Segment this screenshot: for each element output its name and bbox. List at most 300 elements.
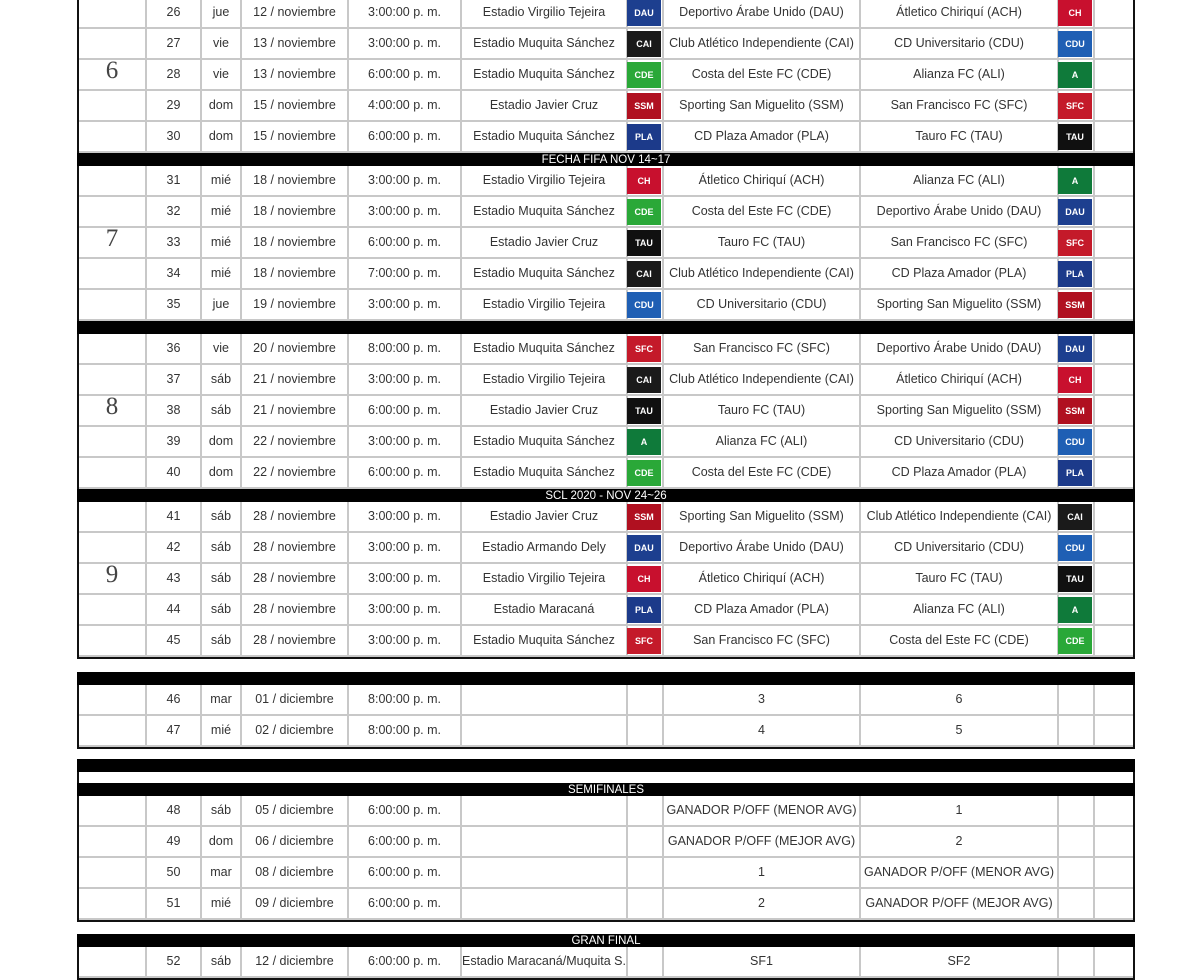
cell-date: 28 / noviembre (240, 502, 347, 531)
cell-day: mié (200, 259, 240, 288)
cell-n: 39 (145, 427, 200, 456)
match-row[interactable] (79, 533, 1133, 564)
cell-venue (460, 716, 626, 745)
cell-home: San Francisco FC (SFC) (662, 334, 859, 363)
cell-venue: Estadio Muquita Sánchez (460, 197, 626, 226)
match-row[interactable] (79, 858, 1133, 889)
cell-venue: Estadio Virgilio Tejeira (460, 166, 626, 195)
section-divider-bar: SCL 2020 - NOV 24~26 (77, 489, 1135, 502)
cell-day: jue (200, 0, 240, 27)
cell-venue: Estadio Muquita Sánchez (460, 427, 626, 456)
team-crest-icon: A (627, 429, 661, 455)
cell-venue: Estadio Virgilio Tejeira (460, 290, 626, 319)
logo-col-away (1057, 858, 1093, 887)
match-row[interactable] (79, 290, 1133, 321)
cell-away: 5 (859, 716, 1057, 745)
cell-n: 43 (145, 564, 200, 593)
cell-n: 34 (145, 259, 200, 288)
cell-away: CD Plaza Amador (PLA) (859, 458, 1057, 487)
cell-day: mié (200, 166, 240, 195)
team-crest-icon: SFC (1058, 230, 1092, 256)
cell-time: 6:00:00 p. m. (347, 122, 460, 151)
cell-n: 51 (145, 889, 200, 918)
cell-n: 35 (145, 290, 200, 319)
cell-home: Tauro FC (TAU) (662, 228, 859, 257)
playoff-header-bar (77, 672, 1135, 685)
cell-home: GANADOR P/OFF (MEJOR AVG) (662, 827, 859, 856)
cell-home: Deportivo Árabe Unido (DAU) (662, 0, 859, 27)
team-crest-icon: CDU (1058, 535, 1092, 561)
team-crest-icon: SFC (627, 628, 661, 654)
cell-time: 4:00:00 p. m. (347, 91, 460, 120)
jornada-number: 8 (105, 393, 119, 420)
match-row[interactable] (79, 685, 1133, 716)
cell-away: Tauro FC (TAU) (859, 122, 1057, 151)
cell-n: 46 (145, 685, 200, 714)
cell-day: sáb (200, 365, 240, 394)
cell-n: 37 (145, 365, 200, 394)
cell-n: 44 (145, 595, 200, 624)
team-crest-icon: SSM (627, 504, 661, 530)
logo-col-home (626, 947, 662, 976)
team-crest-icon: SSM (1058, 292, 1092, 318)
cell-home: 4 (662, 716, 859, 745)
cell-away: Tauro FC (TAU) (859, 564, 1057, 593)
spare-col (1093, 595, 1133, 624)
cell-day: jue (200, 290, 240, 319)
cell-n: 28 (145, 60, 200, 89)
match-row[interactable] (79, 396, 1133, 427)
cell-away: 2 (859, 827, 1057, 856)
match-row[interactable] (79, 626, 1133, 657)
cell-time: 3:00:00 p. m. (347, 502, 460, 531)
match-row[interactable] (79, 716, 1133, 747)
cell-day: sáb (200, 626, 240, 655)
team-crest-icon: TAU (1058, 566, 1092, 592)
logo-col-away (1057, 685, 1093, 714)
cell-venue: Estadio Javier Cruz (460, 228, 626, 257)
section-divider-bar (77, 321, 1135, 334)
match-row[interactable] (79, 197, 1133, 228)
cell-date: 05 / diciembre (240, 796, 347, 825)
team-crest-icon: DAU (1058, 199, 1092, 225)
team-crest-icon: CH (627, 566, 661, 592)
spare-col (1093, 533, 1133, 562)
cell-away: 1 (859, 796, 1057, 825)
team-crest-icon: TAU (627, 230, 661, 256)
team-crest-icon: SSM (1058, 398, 1092, 424)
cell-time: 3:00:00 p. m. (347, 626, 460, 655)
cell-day: sáb (200, 796, 240, 825)
cell-day: sáb (200, 564, 240, 593)
cell-venue: Estadio Muquita Sánchez (460, 626, 626, 655)
cell-n: 26 (145, 0, 200, 27)
spare-col (1093, 0, 1133, 27)
cell-away: Deportivo Árabe Unido (DAU) (859, 197, 1057, 226)
spare-col (1093, 197, 1133, 226)
cell-time: 3:00:00 p. m. (347, 427, 460, 456)
logo-col-home (626, 858, 662, 887)
spacer (77, 772, 1135, 783)
spare-col (1093, 122, 1133, 151)
cell-time: 6:00:00 p. m. (347, 458, 460, 487)
cell-date: 18 / noviembre (240, 166, 347, 195)
match-row[interactable] (79, 564, 1133, 595)
cell-venue: Estadio Muquita Sánchez (460, 60, 626, 89)
cell-venue (460, 685, 626, 714)
cell-day: sáb (200, 396, 240, 425)
cell-day: vie (200, 334, 240, 363)
spare-col (1093, 858, 1133, 887)
spare-col (1093, 334, 1133, 363)
spacer (77, 749, 1135, 759)
cell-home: CD Plaza Amador (PLA) (662, 122, 859, 151)
match-row[interactable] (79, 427, 1133, 458)
team-crest-icon: CDU (627, 292, 661, 318)
cell-day: vie (200, 29, 240, 58)
cell-away: Deportivo Árabe Unido (DAU) (859, 334, 1057, 363)
cell-n: 42 (145, 533, 200, 562)
cell-away: CD Universitario (CDU) (859, 29, 1057, 58)
cell-date: 09 / diciembre (240, 889, 347, 918)
cell-time: 3:00:00 p. m. (347, 533, 460, 562)
jornada-group (77, 166, 1135, 321)
cell-n: 48 (145, 796, 200, 825)
cell-time: 3:00:00 p. m. (347, 0, 460, 27)
cell-time: 3:00:00 p. m. (347, 365, 460, 394)
cell-date: 18 / noviembre (240, 259, 347, 288)
logo-col-away (1057, 716, 1093, 745)
blank-bar (77, 759, 1135, 772)
cell-home: Átletico Chiriquí (ACH) (662, 166, 859, 195)
cell-day: sáb (200, 502, 240, 531)
spare-col (1093, 626, 1133, 655)
cell-day: mié (200, 228, 240, 257)
cell-time: 8:00:00 p. m. (347, 716, 460, 745)
logo-col-home (626, 827, 662, 856)
cell-venue (460, 889, 626, 918)
cell-away: CD Universitario (CDU) (859, 533, 1057, 562)
schedule-sheet (77, 0, 1135, 980)
logo-col-home (626, 889, 662, 918)
cell-home: SF1 (662, 947, 859, 976)
cell-day: mar (200, 685, 240, 714)
logo-col-away (1057, 947, 1093, 976)
cell-date: 01 / diciembre (240, 685, 347, 714)
cell-date: 19 / noviembre (240, 290, 347, 319)
cell-day: mié (200, 889, 240, 918)
spacer (77, 659, 1135, 672)
cell-venue: Estadio Armando Dely (460, 533, 626, 562)
cell-away: Club Atlético Independiente (CAI) (859, 502, 1057, 531)
playoff-group (77, 685, 1135, 747)
spare-col (1093, 827, 1133, 856)
spare-col (1093, 228, 1133, 257)
team-crest-icon: A (1058, 62, 1092, 88)
cell-home: Costa del Este FC (CDE) (662, 458, 859, 487)
jornada-group (77, 334, 1135, 489)
match-row[interactable] (79, 228, 1133, 259)
cell-away: 6 (859, 685, 1057, 714)
cell-home: Sporting San Miguelito (SSM) (662, 91, 859, 120)
cell-venue: Estadio Virgilio Tejeira (460, 564, 626, 593)
cell-home: 2 (662, 889, 859, 918)
cell-n: 33 (145, 228, 200, 257)
section-divider-bar: FECHA FIFA NOV 14~17 (77, 153, 1135, 166)
cell-date: 21 / noviembre (240, 365, 347, 394)
cell-away: Átletico Chiriquí (ACH) (859, 0, 1057, 27)
cell-home: Club Atlético Independiente (CAI) (662, 29, 859, 58)
spare-col (1093, 396, 1133, 425)
cell-venue: Estadio Javier Cruz (460, 502, 626, 531)
cell-date: 06 / diciembre (240, 827, 347, 856)
cell-date: 28 / noviembre (240, 626, 347, 655)
final-group (77, 947, 1135, 978)
cell-venue (460, 858, 626, 887)
cell-day: dom (200, 122, 240, 151)
spare-col (1093, 796, 1133, 825)
cell-time: 6:00:00 p. m. (347, 889, 460, 918)
match-row[interactable] (79, 0, 1133, 29)
team-crest-icon: A (1058, 168, 1092, 194)
match-row[interactable] (79, 947, 1133, 978)
cell-home: Alianza FC (ALI) (662, 427, 859, 456)
spare-col (1093, 290, 1133, 319)
team-crest-icon: CAI (1058, 504, 1092, 530)
cell-venue: Estadio Muquita Sánchez (460, 122, 626, 151)
cell-day: dom (200, 827, 240, 856)
match-row[interactable] (79, 334, 1133, 365)
match-row[interactable] (79, 365, 1133, 396)
cell-away: Alianza FC (ALI) (859, 595, 1057, 624)
match-row[interactable] (79, 60, 1133, 91)
cell-venue: Estadio Maracaná (460, 595, 626, 624)
cell-day: mar (200, 858, 240, 887)
cell-time: 8:00:00 p. m. (347, 685, 460, 714)
spare-col (1093, 259, 1133, 288)
cell-away: Átletico Chiriquí (ACH) (859, 365, 1057, 394)
team-crest-icon: CDE (627, 62, 661, 88)
match-row[interactable] (79, 458, 1133, 489)
cell-away: San Francisco FC (SFC) (859, 91, 1057, 120)
cell-time: 3:00:00 p. m. (347, 290, 460, 319)
team-crest-icon: CDU (1058, 31, 1092, 57)
team-crest-icon: CDU (1058, 429, 1092, 455)
match-row[interactable] (79, 122, 1133, 153)
cell-home: San Francisco FC (SFC) (662, 626, 859, 655)
cell-away: CD Universitario (CDU) (859, 427, 1057, 456)
team-crest-icon: PLA (1058, 261, 1092, 287)
team-crest-icon: CH (627, 168, 661, 194)
cell-date: 12 / noviembre (240, 0, 347, 27)
cell-venue: Estadio Muquita Sánchez (460, 29, 626, 58)
cell-n: 50 (145, 858, 200, 887)
match-row[interactable] (79, 166, 1133, 197)
cell-n: 40 (145, 458, 200, 487)
cell-time: 3:00:00 p. m. (347, 197, 460, 226)
cell-away: San Francisco FC (SFC) (859, 228, 1057, 257)
team-crest-icon: CH (1058, 367, 1092, 393)
cell-away: Sporting San Miguelito (SSM) (859, 396, 1057, 425)
cell-time: 7:00:00 p. m. (347, 259, 460, 288)
spare-col (1093, 458, 1133, 487)
spare-col (1093, 685, 1133, 714)
cell-venue: Estadio Javier Cruz (460, 91, 626, 120)
cell-time: 6:00:00 p. m. (347, 796, 460, 825)
match-row[interactable] (79, 259, 1133, 290)
team-crest-icon: PLA (627, 124, 661, 150)
team-crest-icon: CH (1058, 0, 1092, 26)
cell-date: 28 / noviembre (240, 533, 347, 562)
cell-venue: Estadio Maracaná/Muquita S. (460, 947, 626, 976)
cell-home: Tauro FC (TAU) (662, 396, 859, 425)
spare-col (1093, 166, 1133, 195)
team-crest-icon: CAI (627, 261, 661, 287)
spare-col (1093, 427, 1133, 456)
team-crest-icon: CAI (627, 367, 661, 393)
spare-col (1093, 947, 1133, 976)
cell-time: 3:00:00 p. m. (347, 29, 460, 58)
spare-col (1093, 29, 1133, 58)
cell-date: 28 / noviembre (240, 564, 347, 593)
jornada-number: 6 (105, 57, 119, 84)
cell-time: 3:00:00 p. m. (347, 564, 460, 593)
match-row[interactable] (79, 827, 1133, 858)
cell-home: 1 (662, 858, 859, 887)
cell-away: GANADOR P/OFF (MEJOR AVG) (859, 889, 1057, 918)
cell-n: 49 (145, 827, 200, 856)
cell-away: SF2 (859, 947, 1057, 976)
match-row[interactable] (79, 91, 1133, 122)
cell-home: Sporting San Miguelito (SSM) (662, 502, 859, 531)
cell-date: 22 / noviembre (240, 427, 347, 456)
cell-day: dom (200, 427, 240, 456)
cell-date: 21 / noviembre (240, 396, 347, 425)
cell-time: 8:00:00 p. m. (347, 334, 460, 363)
cell-home: Costa del Este FC (CDE) (662, 60, 859, 89)
cell-n: 27 (145, 29, 200, 58)
cell-n: 30 (145, 122, 200, 151)
match-row[interactable] (79, 595, 1133, 626)
cell-n: 45 (145, 626, 200, 655)
team-crest-icon: SFC (627, 336, 661, 362)
spare-col (1093, 889, 1133, 918)
cell-day: dom (200, 91, 240, 120)
cell-venue: Estadio Virgilio Tejeira (460, 365, 626, 394)
cell-n: 38 (145, 396, 200, 425)
cell-day: sáb (200, 595, 240, 624)
cell-time: 6:00:00 p. m. (347, 60, 460, 89)
cell-n: 29 (145, 91, 200, 120)
jornada-number: 7 (105, 225, 119, 252)
cell-time: 6:00:00 p. m. (347, 396, 460, 425)
cell-home: Deportivo Árabe Unido (DAU) (662, 533, 859, 562)
team-crest-icon: TAU (627, 398, 661, 424)
cell-date: 12 / diciembre (240, 947, 347, 976)
cell-day: sáb (200, 533, 240, 562)
cell-n: 32 (145, 197, 200, 226)
cell-date: 08 / diciembre (240, 858, 347, 887)
team-crest-icon: CDE (627, 460, 661, 486)
cell-date: 18 / noviembre (240, 197, 347, 226)
cell-n: 47 (145, 716, 200, 745)
cell-home: Costa del Este FC (CDE) (662, 197, 859, 226)
cell-time: 3:00:00 p. m. (347, 595, 460, 624)
cell-date: 20 / noviembre (240, 334, 347, 363)
team-crest-icon: CAI (627, 31, 661, 57)
match-row[interactable] (79, 502, 1133, 533)
cell-home: 3 (662, 685, 859, 714)
cell-n: 52 (145, 947, 200, 976)
cell-day: mié (200, 197, 240, 226)
cell-home: CD Plaza Amador (PLA) (662, 595, 859, 624)
semifinal-header-bar: SEMIFINALES (77, 783, 1135, 796)
cell-time: 6:00:00 p. m. (347, 228, 460, 257)
cell-home: Club Atlético Independiente (CAI) (662, 259, 859, 288)
cell-date: 13 / noviembre (240, 29, 347, 58)
spacer (77, 922, 1135, 934)
cell-home: Club Atlético Independiente (CAI) (662, 365, 859, 394)
logo-col-away (1057, 889, 1093, 918)
match-row[interactable] (79, 29, 1133, 60)
cell-away: GANADOR P/OFF (MENOR AVG) (859, 858, 1057, 887)
cell-n: 41 (145, 502, 200, 531)
logo-col-home (626, 796, 662, 825)
cell-away: Costa del Este FC (CDE) (859, 626, 1057, 655)
team-crest-icon: DAU (1058, 336, 1092, 362)
cell-away: Alianza FC (ALI) (859, 60, 1057, 89)
jornada-number: 9 (105, 561, 119, 588)
cell-date: 13 / noviembre (240, 60, 347, 89)
match-row[interactable] (79, 889, 1133, 920)
cell-venue (460, 796, 626, 825)
team-crest-icon: CDE (627, 199, 661, 225)
team-crest-icon: PLA (1058, 460, 1092, 486)
match-row[interactable] (79, 796, 1133, 827)
team-crest-icon: CDE (1058, 628, 1092, 654)
cell-date: 15 / noviembre (240, 91, 347, 120)
cell-time: 6:00:00 p. m. (347, 827, 460, 856)
logo-col-home (626, 716, 662, 745)
cell-day: sáb (200, 947, 240, 976)
cell-time: 6:00:00 p. m. (347, 947, 460, 976)
team-crest-icon: SFC (1058, 93, 1092, 119)
cell-away: Alianza FC (ALI) (859, 166, 1057, 195)
cell-time: 6:00:00 p. m. (347, 858, 460, 887)
jornada-group (77, 502, 1135, 657)
cell-date: 22 / noviembre (240, 458, 347, 487)
cell-away: CD Plaza Amador (PLA) (859, 259, 1057, 288)
team-crest-icon: A (1058, 597, 1092, 623)
cell-venue: Estadio Muquita Sánchez (460, 458, 626, 487)
cell-venue (460, 827, 626, 856)
cell-day: dom (200, 458, 240, 487)
logo-col-home (626, 685, 662, 714)
spare-col (1093, 91, 1133, 120)
logo-col-away (1057, 827, 1093, 856)
cell-venue: Estadio Virgilio Tejeira (460, 0, 626, 27)
spare-col (1093, 716, 1133, 745)
team-crest-icon: PLA (627, 597, 661, 623)
spare-col (1093, 365, 1133, 394)
jornada-group (77, 0, 1135, 153)
team-crest-icon: TAU (1058, 124, 1092, 150)
team-crest-icon: DAU (627, 0, 661, 26)
final-header-bar: GRAN FINAL (77, 934, 1135, 947)
cell-venue: Estadio Javier Cruz (460, 396, 626, 425)
spare-col (1093, 60, 1133, 89)
cell-n: 31 (145, 166, 200, 195)
